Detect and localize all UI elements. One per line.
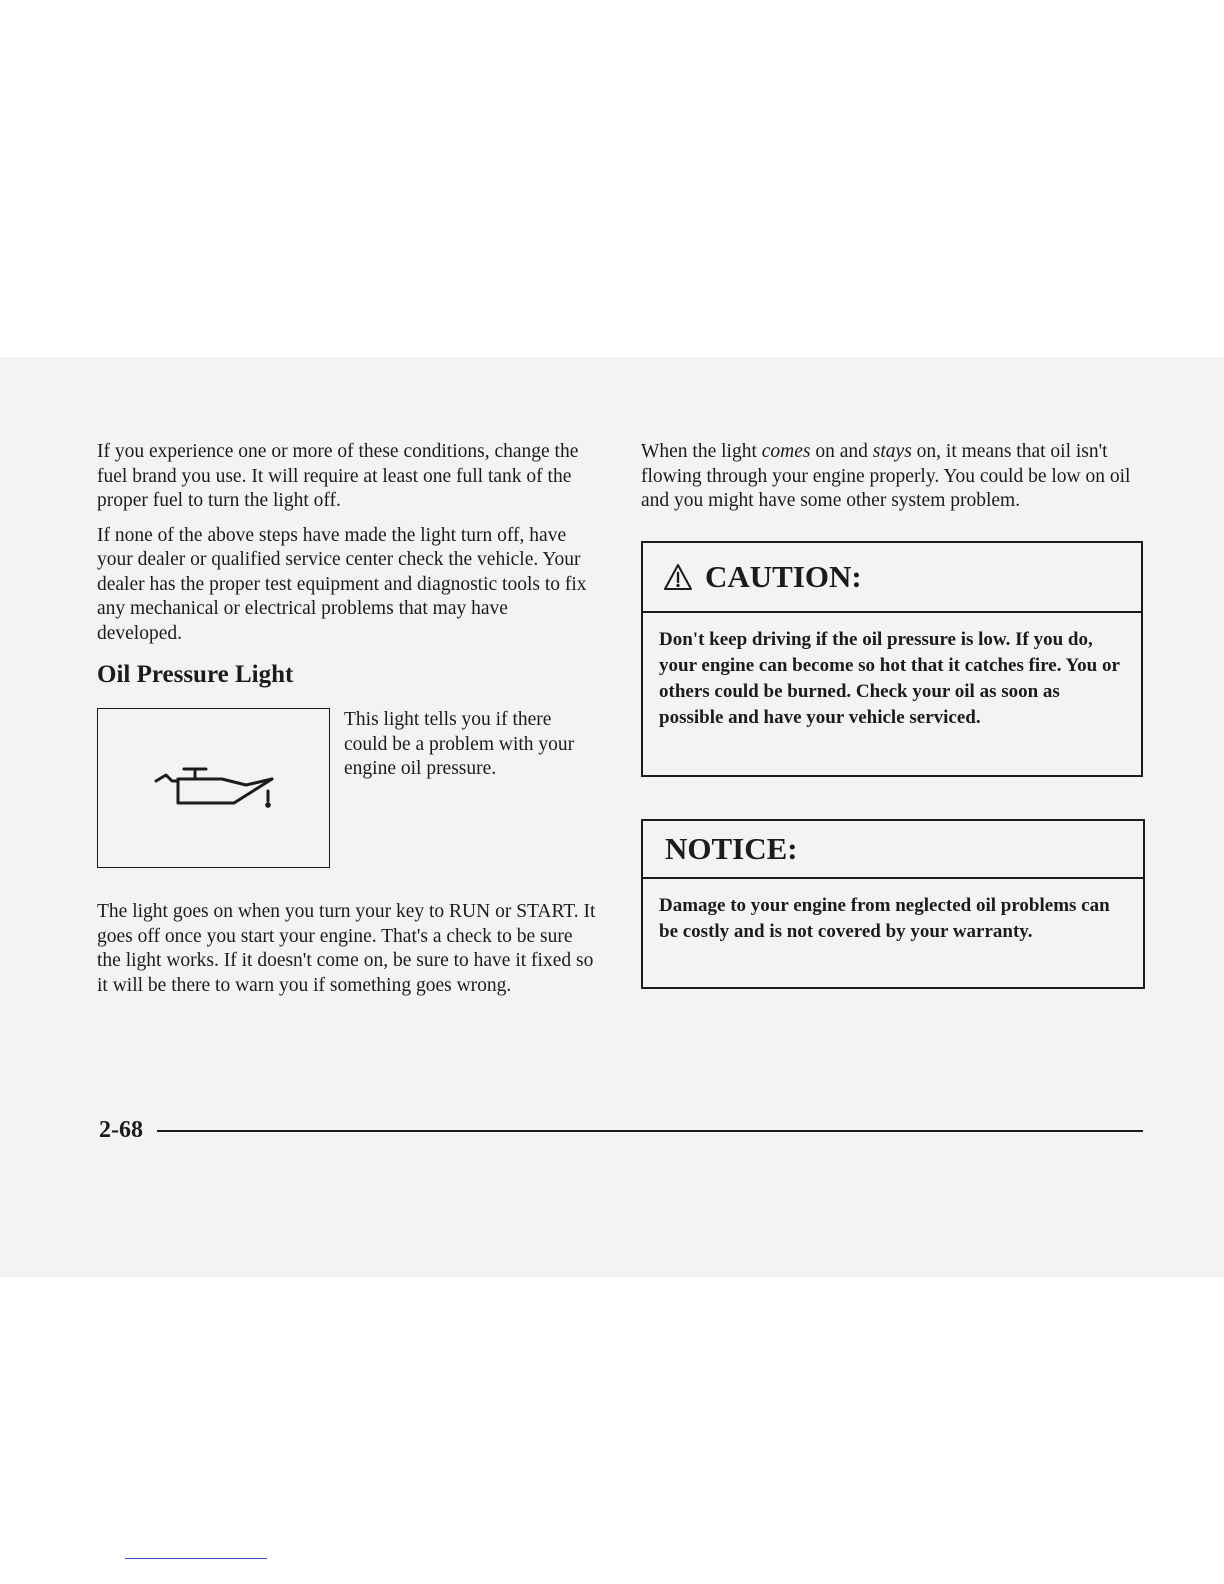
oil-light-figure xyxy=(97,708,597,870)
left-column xyxy=(97,440,597,998)
page-footer xyxy=(99,1112,1143,1148)
oil-flow-paragraph xyxy=(641,440,1149,514)
oil-can-icon xyxy=(154,765,274,821)
caution-title: CAUTION: xyxy=(705,558,862,594)
notice-header xyxy=(643,821,1143,879)
fuel-brand-paragraph: If you experience one or more of these conditions, change the fuel brand you use. It will require at least one full tank of the proper fuel to turn the light off. xyxy=(97,441,579,511)
notice-title: NOTICE: xyxy=(665,830,798,866)
intro-text-3: on, it means that oil isn't flowing through your engine properly. You could be low on oil and you might have some other system problem. xyxy=(641,441,1131,511)
footer-rule xyxy=(157,1130,1143,1132)
icon-caption: This light tells you if there could be a problem with your engine oil pressure. xyxy=(344,709,575,779)
page-number: 2-68 xyxy=(99,1117,143,1143)
right-column xyxy=(641,440,1149,989)
intro-emphasis-comes: comes xyxy=(761,441,811,462)
warning-triangle-icon xyxy=(663,562,693,592)
caution-box xyxy=(641,541,1143,777)
notice-box xyxy=(641,819,1145,989)
dealer-check-paragraph: If none of the above steps have made the light turn off, have your dealer or qualified service center check the vehicle. Your dealer has the proper test equipment and diagnostic tools to fix any mechanical or electrical problems that may have developed. xyxy=(97,524,587,644)
caution-body: Don't keep driving if the oil pressure is low. If you do, your engine can become so hot that it catches fire. You or others could be burned. Check your oil as soon as possible and have your vehicle serviced. xyxy=(659,628,1120,728)
intro-emphasis-stays: stays xyxy=(872,441,912,462)
intro-text-1: When the light xyxy=(641,441,762,462)
intro-text-2: on and xyxy=(810,441,873,462)
notice-body: Damage to your engine from neglected oil problems can be costly and is not covered by your warranty. xyxy=(659,894,1110,942)
bottom-divider xyxy=(125,1558,267,1559)
light-check-paragraph: The light goes on when you turn your key to RUN or START. It goes off once you start your engine. That's a check to be sure the light works. If it doesn't come on, be sure to have it fixed so it will be there to warn you if something goes wrong. xyxy=(97,901,596,996)
oil-light-icon-box xyxy=(97,708,330,868)
caution-header xyxy=(643,543,1141,613)
section-heading: Oil Pressure Light xyxy=(97,661,294,688)
